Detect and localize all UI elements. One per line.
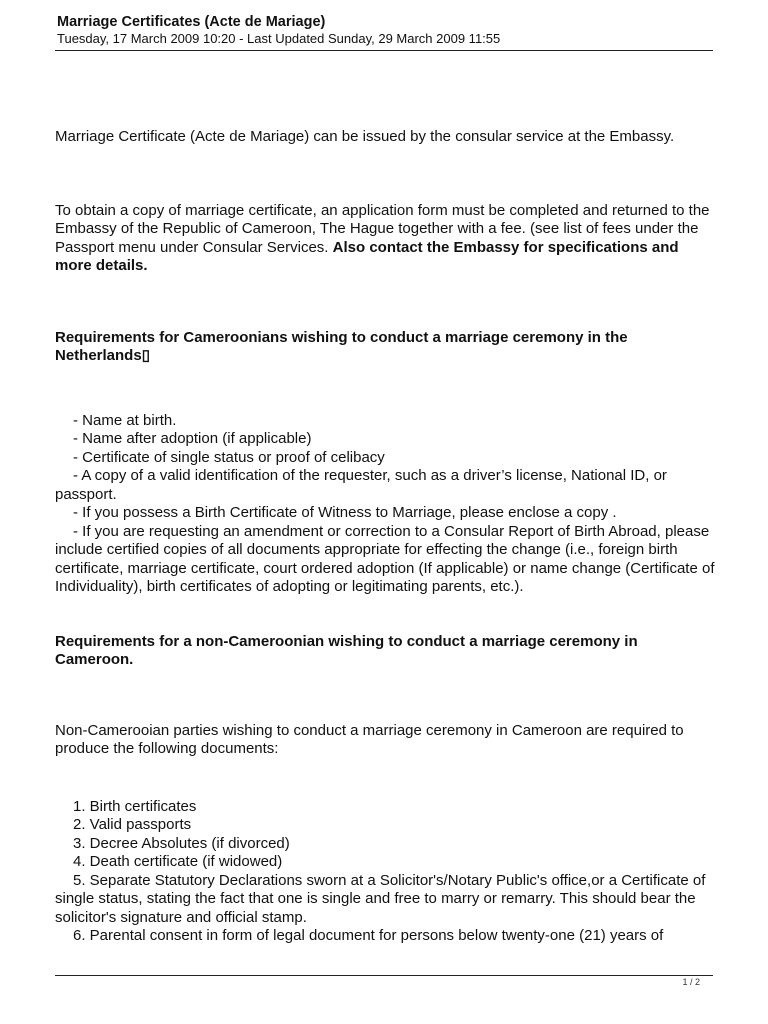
list-item: 4. Death certificate (if widowed) [73,853,283,870]
list-item: - A copy of a valid identification of the requester, such as a driver’s license, National ID, or passport. [55,467,667,503]
list-item: - Name at birth. [73,411,177,429]
list-item: - Name after adoption (if applicable) [73,430,312,447]
req-noncameroonian-heading: Requirements for a non-Cameroonian wishing to conduct a marriage ceremony in Cameroon. [55,632,638,668]
req-cameroonians-heading: Requirements for Cameroonians wishing to conduct a marriage ceremony in the Netherlands▯ [55,328,628,364]
obtain-text: To obtain a copy of marriage certificate, an application form must be completed and returned to the Embassy of the Republic of Cameroon, The Hague together with a fee. (see list of fees under the Passport menu under Consular Services. [55,201,710,256]
header-divider [55,50,713,51]
document-body [55,128,715,946]
footer-divider [55,975,713,976]
obtain-paragraph [55,202,715,276]
list-item: 2. Valid passports [73,816,192,833]
list-item: 5. Separate Statutory Declarations sworn at a Solicitor's/Notary Public's office,or a Certificate of single status, stating the fact that one is single and free to marry or remarry. This should bear the solicitor's signature and official stamp. [55,871,706,926]
intro-paragraph: Marriage Certificate (Acte de Mariage) can be issued by the consular service at the Embassy. [55,128,675,145]
list-item: - Certificate of single status or proof of celibacy [73,448,385,466]
noncameroonian-intro: Non-Camerooian parties wishing to conduct a marriage ceremony in Cameroon are required to produce the following documents: [55,721,684,757]
list-item: - If you possess a Birth Certificate of Witness to Marriage, please enclose a copy . [73,504,617,521]
req-cameroonians-list [55,412,715,597]
list-item: 1. Birth certificates [73,797,197,815]
list-item: 3. Decree Absolutes (if divorced) [73,834,290,852]
page-header [57,14,713,47]
document-dates: Tuesday, 17 March 2009 10:20 - Last Updated Sunday, 29 March 2009 11:55 [57,31,501,46]
list-item: 6. Parental consent in form of legal document for persons below twenty-one (21) years of [73,927,664,944]
list-item: - If you are requesting an amendment or correction to a Consular Report of Birth Abroad, please include certified copies of all documents appropriate for effecting the change (i.e., foreign birth certificate, marriage certificate, court ordered adoption (If applicable) or name change (Certificate of Individuality), birth certificates of adopting or legitimating parents, etc.). [55,522,715,595]
noncameroonian-documents-list [55,798,715,946]
document-title: Marriage Certificates (Acte de Mariage) [57,14,326,30]
page-number: 1 / 2 [682,977,700,987]
obtain-contact-note: Also contact the Embassy for specifications and more details. [55,238,679,274]
